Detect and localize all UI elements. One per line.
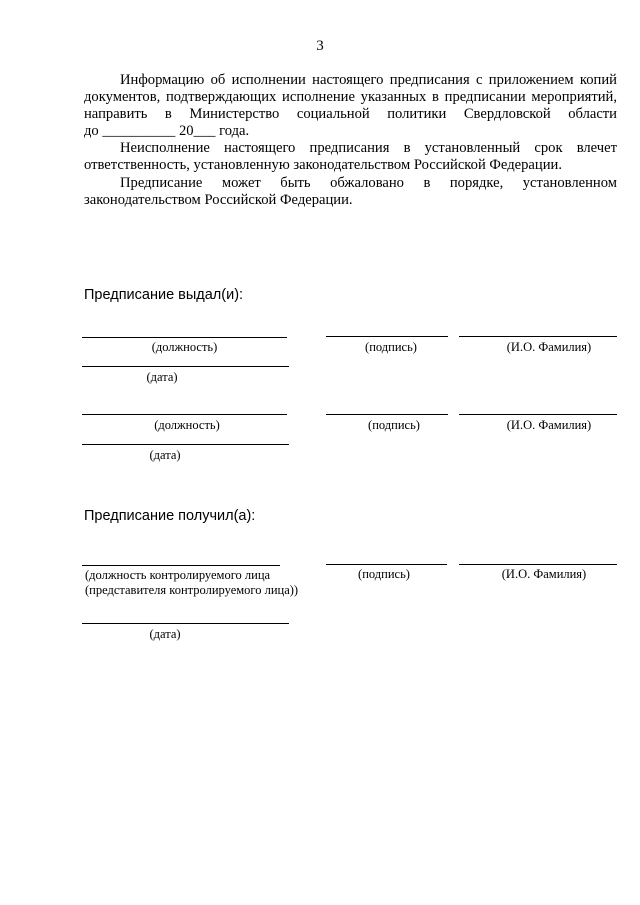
recipient-position-caption-line-2: (представителя контролируемого лица)) [85, 583, 299, 597]
signature-caption-2: (подпись) [368, 418, 420, 432]
paragraph-2-line-2: ответственность, установленную законодательством Российской Федерации. [84, 157, 562, 173]
position-caption-1: (должность) [151, 340, 218, 354]
name-line-1[interactable] [459, 336, 617, 337]
signature-caption-1: (подпись) [365, 340, 417, 354]
paragraph-2-line-1: Неисполнение настоящего предписания в установленный срок влечет [120, 140, 617, 156]
page-number: 3 [316, 38, 324, 54]
paragraph-3-line-2: законодательством Российской Федерации. [84, 192, 353, 208]
date-line-2[interactable] [82, 444, 289, 445]
issued-title: Предписание выдал(и): [84, 287, 244, 303]
recipient-name-line[interactable] [459, 564, 617, 565]
paragraph-1-line-1: Информацию об исполнении настоящего предписания с приложением копий [120, 72, 617, 88]
recipient-position-caption-line-1: (должность контролируемого лица [85, 568, 271, 582]
recipient-position-line[interactable] [82, 565, 280, 566]
paragraph-1-line-4: до __________ 20___ года. [84, 123, 250, 139]
signature-line-1[interactable] [326, 336, 448, 337]
date-line-1[interactable] [82, 366, 289, 367]
name-line-2[interactable] [459, 414, 617, 415]
date-caption-2: (дата) [149, 448, 181, 462]
recipient-signature-line[interactable] [326, 564, 447, 565]
paragraph-1-line-3: направить в Министерство социальной политики Свердловской области [84, 106, 617, 122]
position-caption-2: (должность) [154, 418, 220, 432]
recipient-name-caption: (И.О. Фамилия) [501, 567, 587, 581]
recipient-signature-caption: (подпись) [358, 567, 410, 581]
position-line-2[interactable] [82, 414, 287, 415]
paragraph-1-line-2: документов, подтверждающих исполнение указанных в предписании мероприятий, [84, 89, 617, 105]
position-line-1[interactable] [82, 337, 287, 338]
recipient-date-line[interactable] [82, 623, 289, 624]
signature-line-2[interactable] [326, 414, 448, 415]
received-title: Предписание получил(а): [84, 508, 256, 524]
date-caption-1: (дата) [146, 370, 178, 384]
name-caption-2: (И.О. Фамилия) [506, 418, 592, 432]
name-caption-1: (И.О. Фамилия) [506, 340, 592, 354]
paragraph-3-line-1: Предписание может быть обжаловано в порядке, установленном [120, 175, 617, 191]
recipient-date-caption: (дата) [149, 627, 181, 641]
